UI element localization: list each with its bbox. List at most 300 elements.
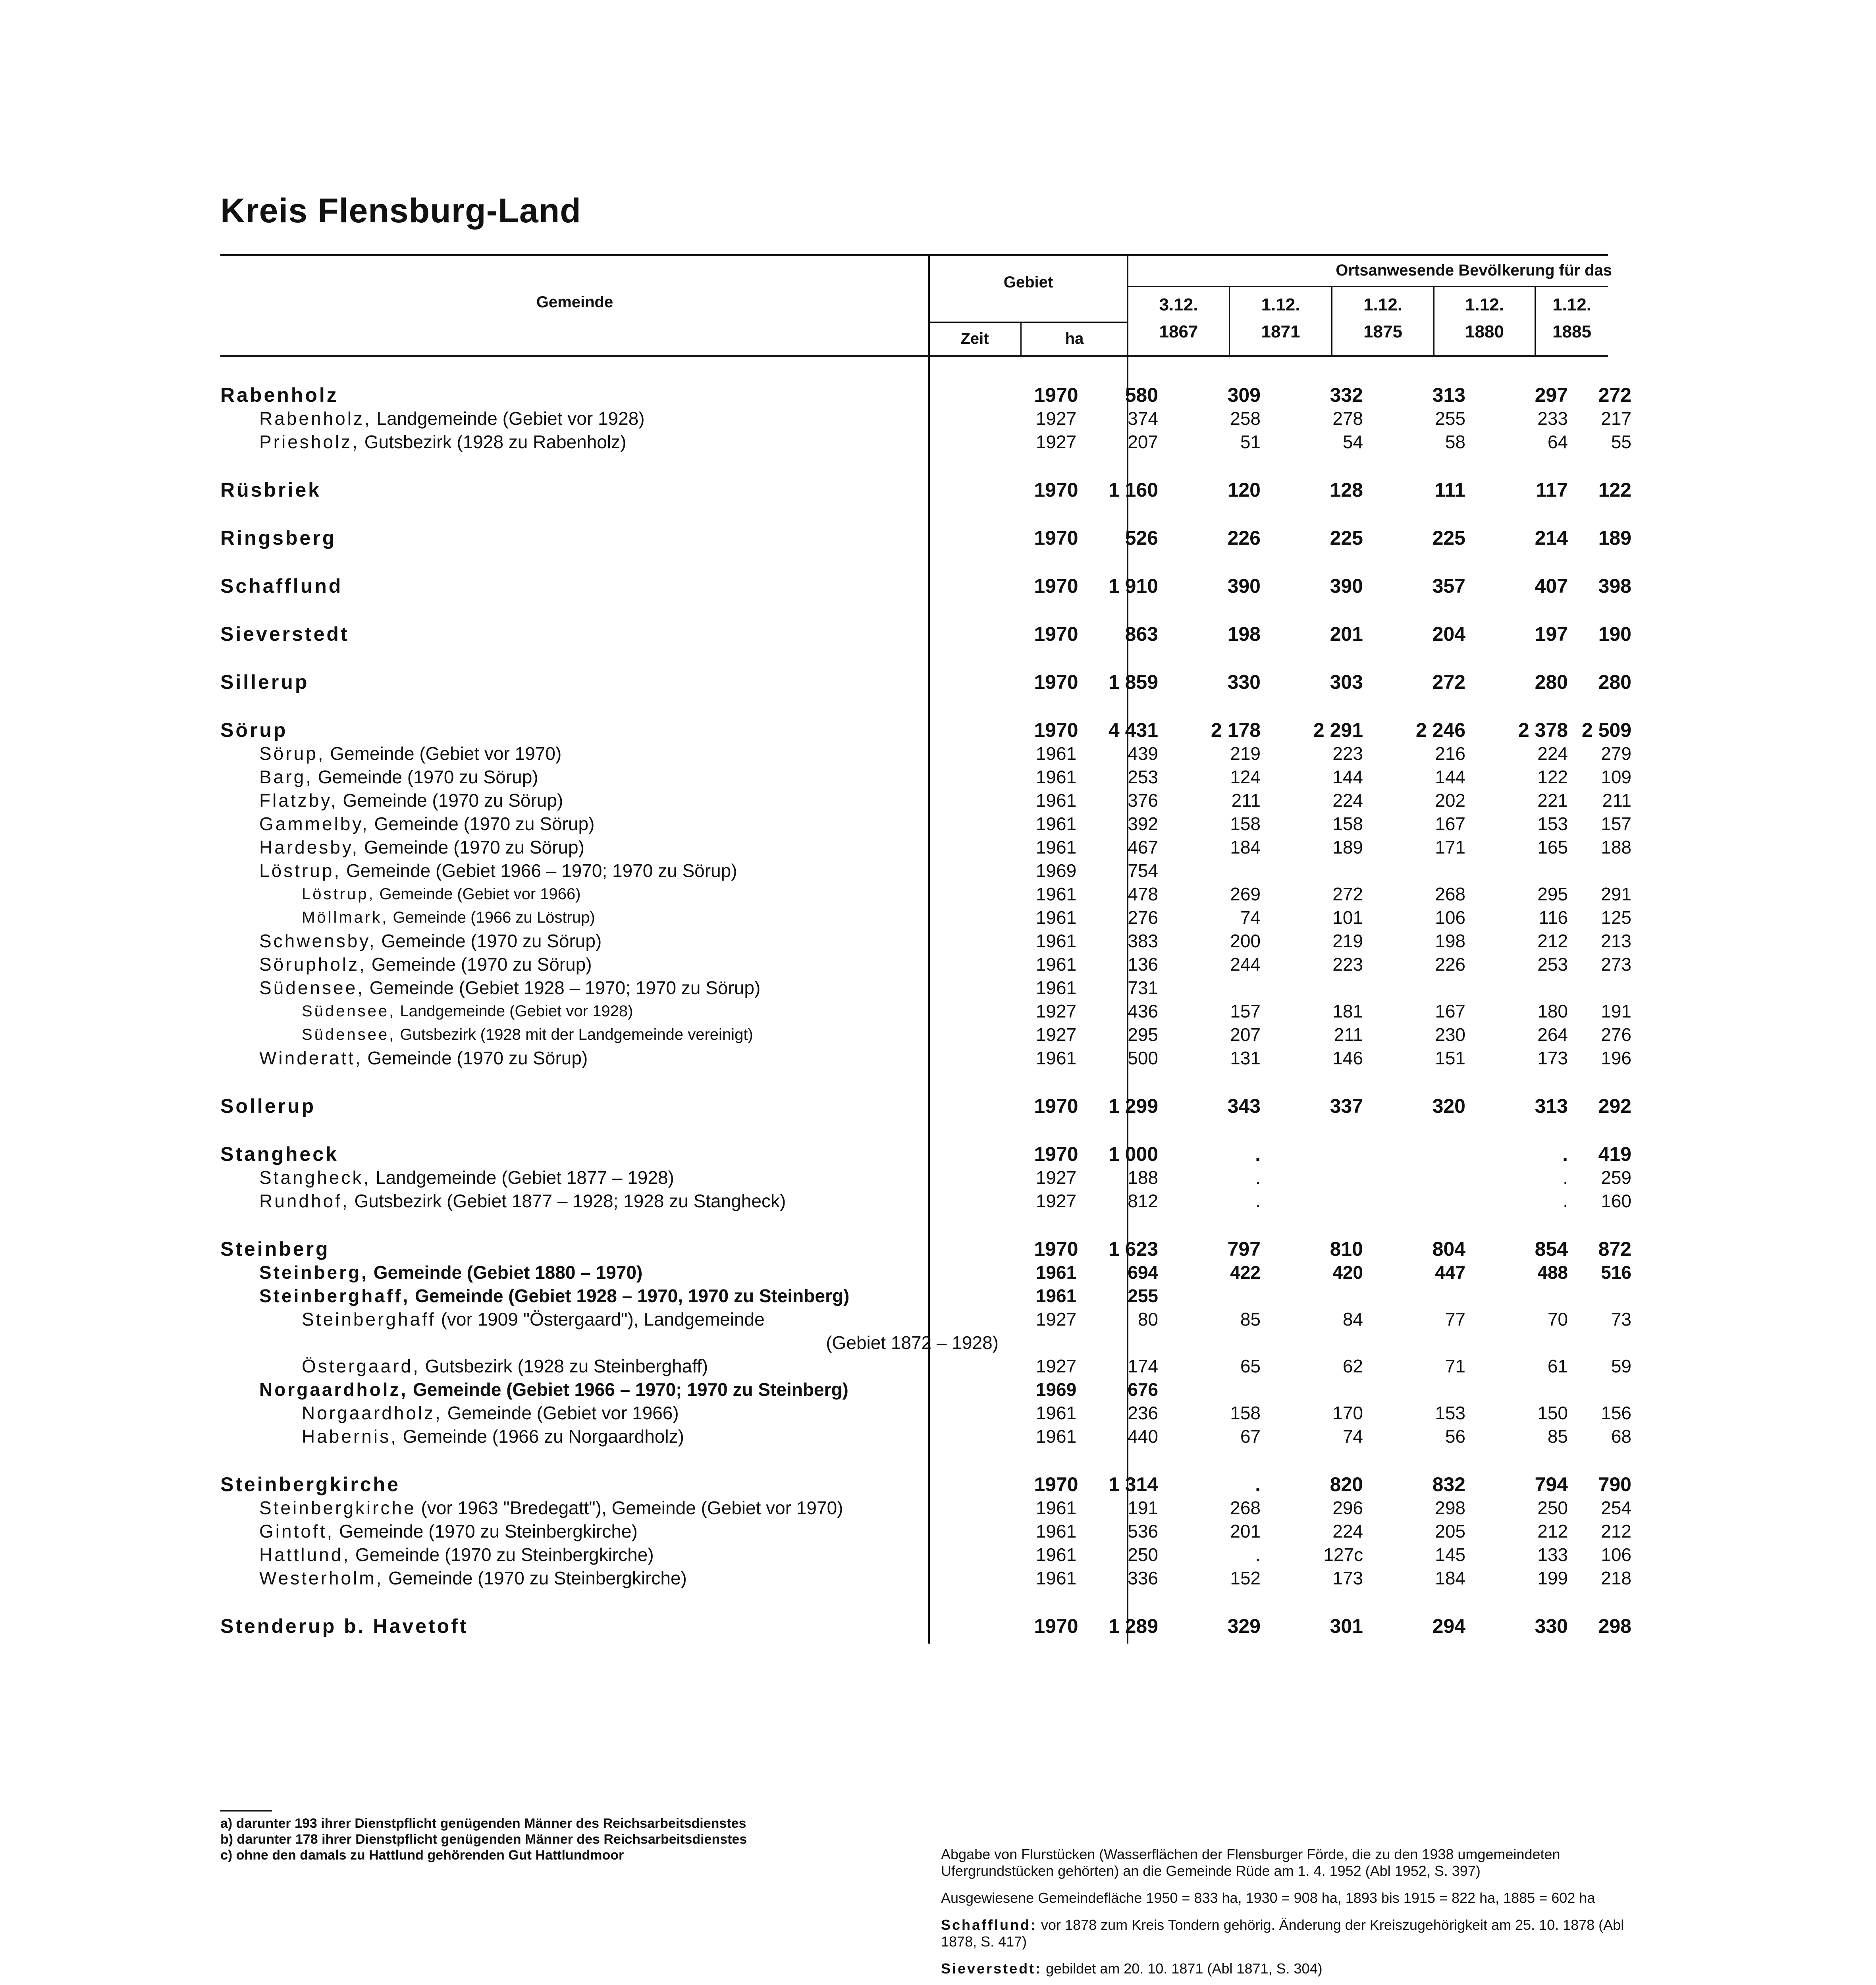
population-1867 <box>1158 859 1261 882</box>
spacer-cell <box>220 1590 1639 1614</box>
population-1867: 343 <box>1227 1095 1261 1117</box>
sub-name-desc: Landgemeinde (Gebiet vor 1928) <box>395 1002 633 1020</box>
population-1875: 268 <box>1435 883 1465 904</box>
population-1885: 212 <box>1601 1521 1631 1542</box>
population-1875: 144 <box>1435 766 1465 787</box>
sub-name-key: Schwensby, <box>259 930 376 951</box>
population-1871: 420 <box>1332 1262 1363 1283</box>
gebiet-zeit: 1961 <box>1035 930 1077 951</box>
population-1880: 180 <box>1537 1000 1568 1021</box>
population-1885: 272 <box>1598 384 1631 406</box>
gebiet-ha: 255 <box>1128 1285 1158 1306</box>
gebiet-zeit: 1970 <box>1034 719 1078 741</box>
population-1875: 167 <box>1435 813 1465 834</box>
gebiet-ha: 136 <box>1128 954 1158 975</box>
sub-name-desc: Gemeinde (Gebiet vor 1966) <box>375 885 581 903</box>
header-bottom-rule <box>220 355 1608 357</box>
population-1867: 330 <box>1227 671 1261 693</box>
population-1871: 810 <box>1330 1237 1363 1260</box>
gemeinde-row <box>220 478 1639 501</box>
gebiet-ha: 336 <box>1128 1567 1158 1588</box>
population-1875: 77 <box>1445 1309 1465 1330</box>
population-1880: 199 <box>1537 1567 1568 1588</box>
population-1867: 422 <box>1230 1262 1261 1283</box>
population-1875: 205 <box>1435 1521 1465 1542</box>
population-1871: 390 <box>1330 574 1363 597</box>
population-1871: 62 <box>1342 1355 1363 1376</box>
population-1871 <box>1261 1284 1363 1307</box>
population-1880: 197 <box>1535 622 1568 645</box>
population-1885: 516 <box>1601 1262 1631 1283</box>
population-1885 <box>1568 859 1639 882</box>
population-1885: 59 <box>1611 1355 1631 1376</box>
population-1880: 330 <box>1535 1615 1568 1637</box>
gemeinde-row <box>220 622 1639 646</box>
gebiet-ha: 1 910 <box>1108 574 1158 597</box>
sub-name-key: Gintoft, <box>259 1521 334 1542</box>
gebiet-ha: 812 <box>1128 1190 1158 1211</box>
population-1880: 212 <box>1537 1521 1568 1542</box>
population-1871: 278 <box>1332 408 1363 429</box>
population-table <box>220 383 1639 1638</box>
gebiet-divider-rule <box>929 322 1128 323</box>
population-1885: 298 <box>1598 1615 1631 1637</box>
gebiet-ha: 392 <box>1128 813 1158 834</box>
header-date-3 <box>1332 296 1433 341</box>
population-1880: 173 <box>1537 1047 1568 1068</box>
population-1880: 214 <box>1535 526 1568 549</box>
gemeinde-name: Stangheck <box>220 1143 339 1165</box>
population-1871: 127c <box>1323 1544 1363 1565</box>
population-1875: 71 <box>1445 1355 1465 1376</box>
spacer-row <box>220 1448 1639 1472</box>
sub-name-desc: Gemeinde (1970 zu Sörup) <box>369 813 595 834</box>
population-1875: 226 <box>1435 954 1465 975</box>
population-1885: 292 <box>1598 1095 1631 1117</box>
gebiet-zeit: 1970 <box>1034 478 1078 501</box>
spacer-row <box>220 1070 1639 1094</box>
population-1871: 224 <box>1332 1521 1363 1542</box>
gebiet-zeit: 1927 <box>1035 1024 1077 1045</box>
population-1880: . <box>1563 1167 1568 1188</box>
footnote-a: a) darunter 193 ihrer Dienstpflicht genügenden Männer des Reichsarbeitsdienstes <box>220 1816 746 1831</box>
sub-name <box>220 1189 1010 1212</box>
population-1871 <box>1261 1378 1363 1401</box>
gebiet-ha: 1 160 <box>1108 478 1158 501</box>
header-date-day: 3.12. <box>1159 295 1198 314</box>
population-1880: 153 <box>1537 813 1568 834</box>
population-1885: 189 <box>1598 526 1631 549</box>
sub-name <box>220 788 1010 812</box>
header-date-day: 1.12. <box>1552 295 1591 314</box>
sub-name-desc: Gemeinde (Gebiet 1966 – 1970; 1970 zu Sörup) <box>341 860 737 881</box>
gebiet-ha: 580 <box>1125 384 1158 406</box>
sub-name-key: Steinberghaff, <box>259 1285 410 1306</box>
spacer-cell <box>220 1118 1639 1142</box>
population-1867: 184 <box>1230 836 1261 858</box>
sub-name-desc: Gutsbezirk (1928 zu Rabenholz) <box>359 431 627 452</box>
population-1871: 84 <box>1342 1309 1363 1330</box>
population-1867: 309 <box>1227 384 1261 406</box>
population-1880: 488 <box>1537 1262 1568 1283</box>
population-1867 <box>1158 1378 1261 1401</box>
gemeinde-row <box>220 718 1639 742</box>
header-date-year: 1880 <box>1465 322 1504 342</box>
gebiet-ha: 250 <box>1128 1544 1158 1565</box>
population-1880: 61 <box>1547 1355 1568 1376</box>
row-continuation: (Gebiet 1872 – 1928) <box>826 1332 999 1353</box>
header-date-year: 1867 <box>1159 322 1198 342</box>
gebiet-ha: 863 <box>1125 622 1158 645</box>
empty-cell <box>1465 1331 1568 1354</box>
population-1880: 165 <box>1537 836 1568 858</box>
population-1867: 198 <box>1227 622 1261 645</box>
sub-name-desc: Gemeinde (1970 zu Sörup) <box>312 766 538 787</box>
sub-row <box>220 788 1639 812</box>
spacer-cell <box>220 646 1639 670</box>
header-population-title: Ortsanwesende Bevölkerung für das <box>1336 262 1612 279</box>
spacer-cell <box>220 1212 1639 1237</box>
sub-row <box>220 929 1639 952</box>
sub-name-key: Stangheck, <box>259 1167 371 1188</box>
sub-name <box>220 1046 1010 1070</box>
population-1875: 320 <box>1432 1095 1465 1117</box>
note-item <box>941 1890 1640 1906</box>
population-1867: 211 <box>1231 790 1261 811</box>
population-1885: 254 <box>1601 1497 1631 1518</box>
population-1871: 54 <box>1342 431 1363 452</box>
population-1867: 329 <box>1227 1615 1261 1637</box>
population-1875: 832 <box>1432 1473 1465 1495</box>
population-1867: 85 <box>1240 1309 1261 1330</box>
sub-row <box>220 1166 1639 1189</box>
population-1880 <box>1465 1378 1568 1401</box>
population-1885: 125 <box>1601 907 1631 928</box>
gebiet-zeit: 1961 <box>1035 1544 1077 1565</box>
sub-name <box>220 1543 1010 1566</box>
population-1885: 280 <box>1598 671 1631 693</box>
gebiet-zeit: 1970 <box>1034 1143 1078 1165</box>
population-1867: 158 <box>1230 813 1261 834</box>
sub-row <box>220 1424 1639 1448</box>
sub-name <box>220 906 1010 929</box>
population-1871: 173 <box>1332 1567 1363 1588</box>
population-1880: 116 <box>1539 907 1568 928</box>
population-1867: . <box>1255 1473 1261 1495</box>
gebiet-ha: 467 <box>1128 836 1158 858</box>
notes-right <box>941 1846 1640 1985</box>
population-1880: 212 <box>1537 930 1568 951</box>
note-text: vor 1878 zum Kreis Tondern gehörig. Änderung der Kreiszugehörigkeit am 25. 10. 1878 (Abl 1878, S. 417) <box>941 1917 1624 1950</box>
gebiet-ha: 1 000 <box>1108 1143 1158 1165</box>
population-1867: . <box>1255 1167 1261 1188</box>
population-1867: 2 178 <box>1211 719 1261 741</box>
population-1867: 797 <box>1227 1237 1261 1260</box>
population-1885 <box>1568 976 1639 999</box>
population-1867: 124 <box>1230 766 1261 787</box>
population-1871: 272 <box>1332 883 1363 904</box>
population-1885: 217 <box>1601 408 1631 429</box>
population-1875: 204 <box>1432 622 1465 645</box>
population-1871 <box>1261 1189 1363 1212</box>
sub-name <box>220 1566 1010 1590</box>
gebiet-ha: 191 <box>1128 1497 1158 1518</box>
gebiet-zeit: 1961 <box>1035 954 1077 975</box>
gemeinde-name: Steinberg <box>220 1237 330 1260</box>
sub-row <box>220 742 1639 765</box>
gebiet-ha: 236 <box>1128 1402 1158 1423</box>
population-1885: 160 <box>1601 1190 1631 1211</box>
sub-row <box>220 1566 1639 1590</box>
sub-row <box>220 835 1639 859</box>
gemeinde-name: Stenderup b. Havetoft <box>220 1615 469 1637</box>
sub-name-key: Steinberghaff <box>302 1309 436 1330</box>
population-1885: 73 <box>1611 1309 1631 1330</box>
gebiet-zeit: 1961 <box>1035 766 1077 787</box>
gebiet-ha: 694 <box>1128 1262 1158 1283</box>
population-1880: 794 <box>1535 1473 1568 1495</box>
population-1875: 298 <box>1435 1497 1465 1518</box>
sub-name-key: Hardesby, <box>259 836 359 858</box>
header-gemeinde: Gemeinde <box>536 293 613 311</box>
sub-name-key: Hattlund, <box>259 1544 351 1565</box>
population-1867: 158 <box>1230 1402 1261 1423</box>
population-1885: 190 <box>1598 622 1631 645</box>
population-1880: 2 378 <box>1518 719 1568 741</box>
gebiet-ha: 500 <box>1128 1047 1158 1068</box>
sub-name <box>220 1354 1010 1378</box>
gebiet-ha: 253 <box>1128 766 1158 787</box>
gebiet-ha: 536 <box>1128 1521 1158 1542</box>
population-1867: 207 <box>1230 1024 1261 1045</box>
gebiet-ha: 174 <box>1128 1355 1158 1376</box>
population-1867: . <box>1255 1143 1261 1165</box>
gebiet-zeit: 1927 <box>1035 431 1077 452</box>
sub-row <box>220 952 1639 976</box>
population-1885: 398 <box>1598 574 1631 597</box>
gebiet-zeit: 1970 <box>1034 1615 1078 1637</box>
gebiet-zeit: 1927 <box>1035 1000 1077 1021</box>
header-date-2 <box>1230 296 1331 341</box>
population-1885: 188 <box>1601 836 1631 858</box>
population-1871 <box>1261 1166 1363 1189</box>
gebiet-zeit: 1961 <box>1035 1497 1077 1518</box>
population-1875: 447 <box>1435 1262 1465 1283</box>
gebiet-ha: 383 <box>1128 930 1158 951</box>
population-1871: 146 <box>1332 1047 1363 1068</box>
population-1875: 151 <box>1435 1047 1465 1068</box>
gemeinde-name: Sieverstedt <box>220 622 349 645</box>
sub-name-key: Löstrup, <box>259 860 341 881</box>
population-1885: 419 <box>1598 1143 1631 1165</box>
population-1885: 218 <box>1601 1567 1631 1588</box>
sub-name-desc: Gutsbezirk (Gebiet 1877 – 1928; 1928 zu Stangheck) <box>349 1190 786 1211</box>
gemeinde-row <box>220 1237 1639 1260</box>
gemeinde-row <box>220 1094 1639 1118</box>
gebiet-ha: 526 <box>1125 526 1158 549</box>
sub-name-desc: Gemeinde (1970 zu Sörup) <box>337 790 563 811</box>
sub-name-key: Löstrup, <box>302 885 375 903</box>
population-1867: 269 <box>1230 883 1261 904</box>
gebiet-zeit: 1961 <box>1035 883 1077 904</box>
sub-name-desc: Gemeinde (1970 zu Steinbergkirche) <box>383 1567 687 1588</box>
sub-name-desc: Gemeinde (1970 zu Sörup) <box>362 1047 588 1068</box>
sub-row <box>220 812 1639 835</box>
sub-row <box>220 407 1639 430</box>
sub-row <box>220 1331 1639 1354</box>
sub-name-key: Möllmark, <box>302 908 389 926</box>
population-1867: 120 <box>1227 478 1261 501</box>
gemeinde-name: Sollerup <box>220 1095 316 1117</box>
population-1871: 201 <box>1330 622 1363 645</box>
population-1885: 109 <box>1601 766 1631 787</box>
population-1880: 280 <box>1535 671 1568 693</box>
population-1875: 225 <box>1432 526 1465 549</box>
gebiet-zeit: 1961 <box>1035 1262 1077 1283</box>
population-1875 <box>1363 976 1465 999</box>
population-1885 <box>1568 1378 1639 1401</box>
sub-name-key: Südensee, <box>259 977 364 998</box>
gemeinde-name: Ringsberg <box>220 526 337 549</box>
sub-name-desc: Gemeinde (Gebiet vor 1966) <box>442 1402 679 1423</box>
sub-name <box>220 929 1010 952</box>
population-1885: 106 <box>1601 1544 1631 1565</box>
gebiet-zeit: 1970 <box>1034 574 1078 597</box>
population-1880: 224 <box>1537 743 1568 764</box>
population-1875: 198 <box>1435 930 1465 951</box>
spacer-row <box>220 646 1639 670</box>
population-1871: 144 <box>1332 766 1363 787</box>
population-1880: 253 <box>1537 954 1568 975</box>
gemeinde-name: Sillerup <box>220 671 309 693</box>
population-1875: 272 <box>1432 671 1465 693</box>
spacer-cell <box>220 597 1639 622</box>
sub-row <box>220 1354 1639 1378</box>
population-1885 <box>1568 1284 1639 1307</box>
sub-row <box>220 859 1639 882</box>
gebiet-ha: 440 <box>1128 1426 1158 1447</box>
note-text: Ausgewiesene Gemeindefläche 1950 = 833 ha, 1930 = 908 ha, 1893 bis 1915 = 822 ha, 1885 = 602 ha <box>941 1890 1595 1906</box>
population-1871: 332 <box>1330 384 1363 406</box>
sub-name <box>220 1166 1010 1189</box>
population-1871: 301 <box>1330 1615 1363 1637</box>
header-date-1 <box>1128 296 1229 341</box>
header-date-year: 1875 <box>1363 322 1402 342</box>
population-1885: 122 <box>1598 478 1631 501</box>
gebiet-ha: 1 314 <box>1108 1473 1158 1495</box>
note-item <box>941 1846 1640 1879</box>
population-1885: 211 <box>1602 790 1631 811</box>
sub-name <box>220 1023 1010 1046</box>
gebiet-zeit: 1927 <box>1035 1167 1077 1188</box>
note-text: Abgabe von Flurstücken (Wasserflächen der Flensburger Förde, die zu den 1938 umgemeindeten Ufergrundstücken gehörten) an die Gemeinde Rüde am 1. 4. 1952 (Abl 1952, S. 397) <box>941 1846 1560 1879</box>
sub-name-key: Gammelby, <box>259 813 369 834</box>
gebiet-zeit: 1961 <box>1035 1521 1077 1542</box>
gebiet-ha: 439 <box>1128 743 1158 764</box>
population-1885: 279 <box>1601 743 1631 764</box>
sub-name <box>220 835 1010 859</box>
population-1885: 196 <box>1601 1047 1631 1068</box>
gebiet-ha: 436 <box>1128 1000 1158 1021</box>
empty-cell <box>1158 1331 1261 1354</box>
population-1880: . <box>1562 1143 1568 1165</box>
sub-name-key: Sörupholz, <box>259 954 366 975</box>
gebiet-ha: 4 431 <box>1108 719 1158 741</box>
sub-name-desc: Landgemeinde (Gebiet 1877 – 1928) <box>370 1167 674 1188</box>
population-1871: 189 <box>1332 836 1363 858</box>
population-1871: 74 <box>1342 1426 1363 1447</box>
empty-cell <box>1363 1331 1465 1354</box>
gebiet-ha: 374 <box>1128 408 1158 429</box>
population-1875 <box>1363 1284 1465 1307</box>
population-1885: 157 <box>1601 813 1631 834</box>
population-1880: 297 <box>1535 384 1568 406</box>
gemeinde-name: Sörup <box>220 719 288 741</box>
gebiet-ha: 80 <box>1138 1309 1158 1330</box>
empty-cell <box>1102 1331 1158 1354</box>
population-1871: 223 <box>1332 954 1363 975</box>
gebiet-zeit: 1970 <box>1034 1237 1078 1260</box>
population-1875: 106 <box>1435 907 1465 928</box>
sub-row <box>220 1189 1639 1212</box>
sub-name <box>220 1401 1010 1424</box>
population-1875: 171 <box>1435 836 1465 858</box>
gebiet-zeit: 1961 <box>1035 813 1077 834</box>
sub-name-key: Rabenholz, <box>259 408 372 429</box>
population-1867: 390 <box>1227 574 1261 597</box>
sub-row <box>220 765 1639 788</box>
sub-name-desc: Gemeinde (Gebiet vor 1970) <box>325 743 562 764</box>
population-1875: 145 <box>1435 1544 1465 1565</box>
population-1875: 804 <box>1432 1237 1465 1260</box>
spacer-cell <box>220 694 1639 718</box>
sub-name <box>220 812 1010 835</box>
gebiet-zeit: 1961 <box>1035 743 1077 764</box>
sub-name <box>220 765 1010 788</box>
header-date-5 <box>1536 296 1608 341</box>
population-1875: 153 <box>1435 1402 1465 1423</box>
population-1885: 259 <box>1601 1167 1631 1188</box>
population-1875: 216 <box>1435 743 1465 764</box>
population-1885: 291 <box>1601 883 1631 904</box>
sub-row <box>220 1401 1639 1424</box>
footnote-rule <box>220 1810 272 1812</box>
population-1867: 51 <box>1240 431 1261 452</box>
gebiet-zeit: 1961 <box>1035 1047 1077 1068</box>
sub-name <box>220 999 1010 1023</box>
note-item <box>941 1917 1640 1950</box>
sub-name-desc: (vor 1963 "Bredegatt"), Gemeinde (Gebiet vor 1970) <box>416 1497 843 1518</box>
sub-name-desc: Gutsbezirk (1928 mit der Landgemeinde vereinigt) <box>395 1025 753 1043</box>
gebiet-ha: 478 <box>1128 883 1158 904</box>
sub-name-key: Steinbergkirche <box>259 1497 416 1518</box>
sub-name <box>220 882 1010 906</box>
gemeinde-name: Steinbergkirche <box>220 1473 400 1495</box>
population-1875: 184 <box>1435 1567 1465 1588</box>
gebiet-zeit: 1970 <box>1034 526 1078 549</box>
population-1885: 273 <box>1601 954 1631 975</box>
sub-row <box>220 1284 1639 1307</box>
population-1875 <box>1363 1378 1465 1401</box>
sub-row <box>220 1307 1639 1331</box>
note-item <box>941 1960 1640 1977</box>
gemeinde-name: Rabenholz <box>220 384 339 406</box>
sub-name-key: Flatzby, <box>259 790 338 811</box>
sub-row <box>220 882 1639 906</box>
population-1875: 255 <box>1435 408 1465 429</box>
population-1871: 224 <box>1332 790 1363 811</box>
header-date-year: 1871 <box>1261 322 1300 342</box>
